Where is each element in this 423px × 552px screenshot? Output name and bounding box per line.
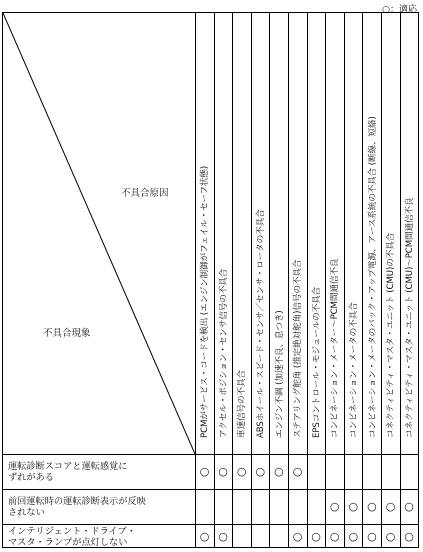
applicable-mark: ○ (199, 465, 210, 478)
applicable-mark: ○ (385, 530, 396, 543)
symptom-label (8, 526, 136, 548)
diagnosis-table (2, 12, 419, 548)
cause-column-header (381, 13, 400, 454)
applicable-mark: ○ (404, 500, 414, 513)
applicable-mark: ○ (255, 465, 266, 478)
cause-label: アクセル・ポジション・センサ信号の不具合 (218, 268, 229, 438)
cause-column-header (288, 13, 307, 454)
header-diagonal (3, 13, 195, 454)
cause-column-header (362, 13, 381, 454)
cause-label: ステアリング舵角 (推定絶対舵角)信号の不具合 (293, 259, 304, 438)
cause-label: 車速信号の不具合 (237, 370, 248, 438)
applicable-mark: ○ (218, 465, 228, 478)
cause-label: EPSコントロール・モジュールの不具合 (311, 286, 322, 438)
cause-column-header (344, 13, 363, 454)
applicable-mark: ○ (292, 465, 303, 478)
applicable-mark: ○ (199, 530, 210, 543)
symptom-header: 不具合現象 (43, 328, 91, 339)
applicable-mark: ○ (236, 465, 247, 478)
cause-column-header (307, 13, 326, 454)
applicable-mark: ○ (329, 500, 340, 513)
applicable-mark: ○ (274, 465, 284, 478)
cause-column-header (232, 13, 251, 454)
cause-column-header (269, 13, 288, 454)
cause-label: コンビネーション・メータのバック・アップ電源、アース系統の不具合 (断線、短絡) (367, 116, 378, 438)
cause-column-header (400, 13, 419, 454)
column-rule (418, 13, 419, 547)
cause-label: コンビネーション・メータの不具合 (349, 302, 360, 438)
applicable-mark: ○ (292, 530, 303, 543)
cause-header: 不具合原因 (121, 188, 169, 199)
symptom-label (8, 496, 146, 518)
symptom-line-2: ずれがある (8, 471, 54, 483)
row-rule (3, 454, 418, 455)
cause-column-header (325, 13, 344, 454)
symptom-line-1: 運転診断スコアと運転感覚に (8, 460, 128, 472)
applicable-mark: ○ (367, 530, 377, 543)
applicable-mark: ○ (348, 500, 359, 513)
cause-column-header (251, 13, 270, 454)
cause-label: エンジン不調 (加速不良、息つき) (274, 310, 285, 438)
cause-label: PCMがサービス・コードを検出 (エンジン制御がフェイル・セーフ状態) (200, 165, 211, 438)
symptom-label (8, 461, 127, 483)
applicable-mark: ○ (329, 530, 340, 543)
cause-label: コネクティビティ・マスタ・ユニット (CMU)の不具合 (386, 232, 397, 438)
symptom-line-2: マスタ・ランプが点灯しない (8, 536, 128, 548)
applicable-mark: ○ (385, 500, 396, 513)
cause-label: コンビネーション・メーター〜PCM間通信不良 (330, 258, 341, 438)
row-rule (3, 489, 418, 490)
cause-label: ABSホイール・スピード・センサ／センサ・ロータの不具合 (256, 209, 267, 438)
applicable-mark: ○ (367, 500, 377, 513)
applicable-mark: ○ (311, 530, 321, 543)
applicable-mark: ○ (218, 530, 228, 543)
cause-column-header (195, 13, 214, 454)
legend: ○：適応 (382, 5, 417, 15)
symptom-line-1: インテリジェント・ドライブ・ (8, 525, 136, 537)
symptom-line-2: されない (8, 506, 45, 518)
applicable-mark: ○ (404, 530, 414, 543)
cause-column-header (214, 13, 233, 454)
applicable-mark: ○ (348, 530, 359, 543)
cause-label: コネクティビティ・マスタ・ユニット (CMU)〜PCM間通信不良 (404, 197, 415, 438)
symptom-line-1: 前回運転時の運転診断表示が反映 (8, 495, 146, 507)
